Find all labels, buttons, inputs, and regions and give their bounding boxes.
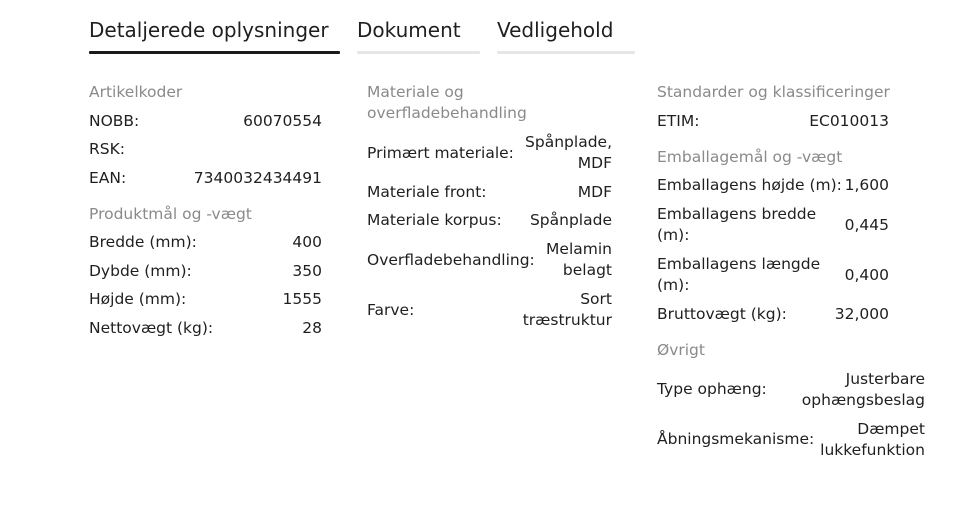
spec-row-front-material <box>367 178 612 207</box>
section-article-codes <box>89 82 322 193</box>
section-heading: Standarder og klassificeringer <box>657 83 890 101</box>
section-heading: Emballagemål og -vægt <box>657 147 843 166</box>
tab-underline <box>357 51 480 54</box>
spec-value: 350 <box>292 261 322 280</box>
spec-label: Nettovægt (kg): <box>89 318 214 337</box>
tab-bar <box>0 0 960 60</box>
spec-value: Spånplade <box>529 211 612 230</box>
spec-label: Materiale korpus: <box>367 211 502 230</box>
spec-value: Dæmpet lukkefunktion <box>820 419 925 459</box>
spec-row-opening-mechanism <box>657 415 925 465</box>
spec-label: Åbningsmekanisme: <box>657 430 815 448</box>
section-material <box>367 82 612 335</box>
spec-label: Emballagens højde (m): <box>657 176 842 195</box>
spec-row-etim <box>657 107 889 136</box>
tab-label: Dokument <box>357 18 461 42</box>
tab-detaljerede-oplysninger[interactable] <box>89 18 340 42</box>
spec-row-primary-material <box>367 128 612 178</box>
spec-row-gross-weight <box>657 300 889 329</box>
spec-row-package-length <box>657 250 889 300</box>
spec-value: MDF <box>577 182 612 201</box>
tab-label: Detaljerede oplysninger <box>89 18 329 42</box>
spec-value: 400 <box>292 233 322 252</box>
spec-row-width <box>89 229 322 258</box>
tab-active-underline <box>89 51 340 54</box>
spec-label: RSK: <box>89 140 125 159</box>
spec-value: 32,000 <box>834 304 889 323</box>
spec-label: Materiale front: <box>367 182 487 201</box>
spec-row-body-material <box>367 207 612 236</box>
spec-label: Bruttovægt (kg): <box>657 304 787 323</box>
spec-value: 60070554 <box>243 111 322 130</box>
spec-row-net-weight <box>89 314 322 343</box>
spec-value: 0,445 <box>844 215 889 234</box>
section-product-dimensions <box>89 204 322 343</box>
spec-value: Spånplade, MDF <box>525 133 612 172</box>
spec-label: Type ophæng: <box>657 380 767 398</box>
spec-value: 28 <box>302 318 322 337</box>
spec-value: 1555 <box>282 290 322 309</box>
spec-label: Emballagens længde (m): <box>657 255 821 294</box>
spec-label: Højde (mm): <box>89 290 187 309</box>
section-heading: Produktmål og -vægt <box>89 204 252 223</box>
tab-vedligehold[interactable] <box>497 18 635 42</box>
spec-label: Farve: <box>367 300 415 319</box>
spec-row-mounting-type <box>657 365 925 415</box>
tab-dokument[interactable] <box>357 18 480 42</box>
spec-row-color <box>367 285 612 335</box>
section-heading: Artikelkoder <box>89 83 183 101</box>
tab-label: Vedligehold <box>497 18 614 42</box>
spec-label: Overfladebehandling: <box>367 250 535 269</box>
column-material <box>367 82 612 346</box>
spec-value: 1,600 <box>844 176 889 195</box>
spec-label: EAN: <box>89 168 127 187</box>
spec-value: Justerbare ophængsbeslag <box>801 369 925 409</box>
spec-value: EC010013 <box>809 111 889 130</box>
spec-value: 0,400 <box>844 265 889 284</box>
spec-row-height <box>89 286 322 315</box>
tab-underline <box>497 51 635 54</box>
spec-label: NOBB: <box>89 111 140 130</box>
spec-value: 7340032434491 <box>193 168 322 187</box>
spec-row-ean <box>89 164 322 193</box>
spec-label: Emballagens bredde (m): <box>657 205 817 244</box>
section-packaging <box>657 147 889 329</box>
spec-label: Dybde (mm): <box>89 261 192 280</box>
section-heading: Materiale og overfladebehandling <box>367 83 527 122</box>
section-heading: Øvrigt <box>657 340 705 359</box>
spec-row-depth <box>89 257 322 286</box>
spec-row-rsk <box>89 136 322 165</box>
spec-row-package-width <box>657 200 889 250</box>
spec-label: ETIM: <box>657 111 700 130</box>
section-standards <box>657 82 889 136</box>
spec-row-nobb <box>89 107 322 136</box>
column-standards-packaging <box>657 82 925 476</box>
spec-label: Primært materiale: <box>367 143 514 162</box>
spec-row-surface-treatment <box>367 235 612 285</box>
section-other <box>657 340 925 465</box>
column-codes-dimensions <box>89 82 322 354</box>
spec-label: Bredde (mm): <box>89 233 197 252</box>
spec-value: Melamin belagt <box>546 240 612 279</box>
spec-value: Sort træstruktur <box>522 290 612 329</box>
spec-row-package-height <box>657 172 889 201</box>
